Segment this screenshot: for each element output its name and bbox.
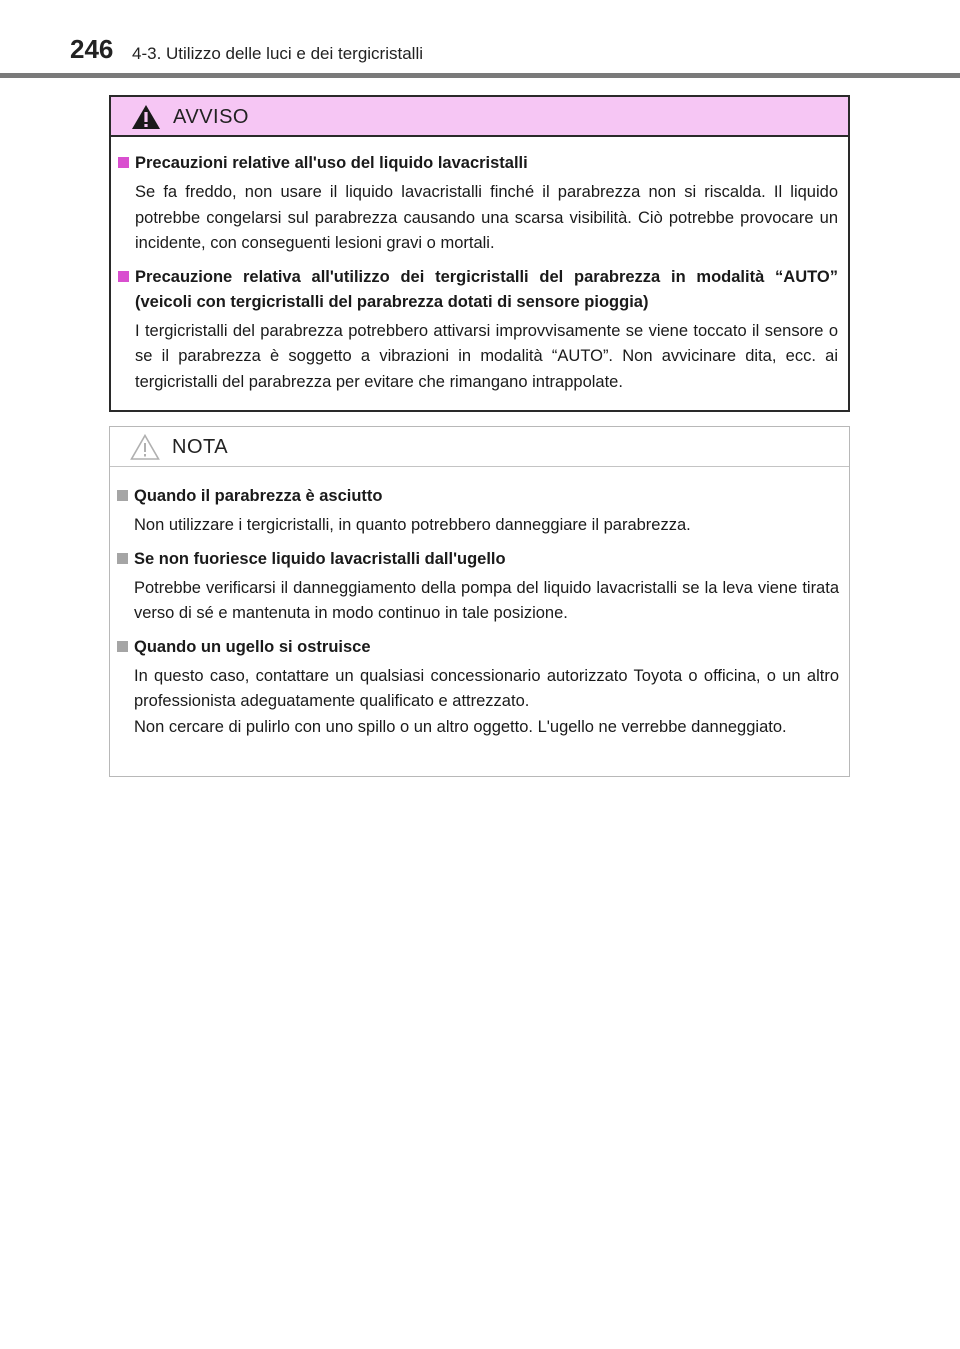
warning-label: AVVISO: [173, 106, 249, 128]
warning-item-title: [111, 151, 838, 176]
warning-box: [109, 95, 850, 412]
square-bullet-icon: [117, 490, 128, 501]
header-divider: [0, 73, 960, 78]
notice-item-title-text: Quando il parabrezza è asciutto: [134, 487, 383, 505]
warning-item-title-text: Precauzioni relative all'uso del liquido lavacristalli: [135, 154, 528, 172]
notice-box: [109, 426, 850, 777]
section-title: 4-3. Utilizzo delle luci e dei tergicristalli: [132, 44, 424, 63]
caution-triangle-outline-icon: [130, 433, 160, 461]
notice-item-title: [110, 547, 839, 572]
warning-box-body: [111, 137, 848, 395]
warning-item-title: [111, 265, 838, 315]
warning-item-text: I tergicristalli del parabrezza potrebbero attivarsi improvvisamente se viene toccato il sensore o se il parabrezza è soggetto a vibrazioni in modalità “AUTO”. Non avvicinare dita, ecc. ai tergicristalli del parabrezza per evitare che rimangano intrappolate.: [135, 321, 838, 391]
square-bullet-icon: [117, 641, 128, 652]
notice-item-text: [110, 664, 839, 741]
warning-item-title-text: Precauzione relativa all'utilizzo dei tergicristalli del parabrezza in modalità “AUTO” (veicoli con tergicristalli del parabrezza dotati di sensore pioggia): [135, 267, 838, 311]
notice-box-body: [110, 467, 849, 740]
page-number: 246: [70, 34, 114, 64]
warning-box-header: [111, 97, 848, 137]
square-bullet-icon: [118, 271, 129, 282]
page-header: [0, 0, 960, 80]
notice-item-title-text: Se non fuoriesce liquido lavacristalli dall'ugello: [134, 549, 506, 568]
notice-item-title: [110, 635, 839, 660]
notice-label: NOTA: [172, 436, 229, 458]
square-bullet-icon: [117, 553, 128, 564]
warning-triangle-icon: [131, 103, 161, 131]
notice-item-text: Non utilizzare i tergicristalli, in quanto potrebbero danneggiare il parabrezza.: [134, 516, 691, 534]
notice-item-text-line: Non cercare di pulirlo con uno spillo o un altro oggetto. L'ugello ne verrebbe danneggiato.: [134, 717, 787, 736]
notice-item-title: [110, 484, 839, 509]
notice-item-text: Potrebbe verificarsi il danneggiamento della pompa del liquido lavacristalli se la leva viene tirata verso di sé e mantenuta in modo continuo in tale posizione.: [134, 578, 839, 622]
notice-item-title-text: Quando un ugello si ostruisce: [134, 637, 371, 656]
warning-item-text: Se fa freddo, non usare il liquido lavacristalli finché il parabrezza non si riscalda. Il liquido potrebbe congelarsi sul parabrezza causando una scarsa visibilità. Ciò potrebbe provocare un incidente, con conseguenti lesioni gravi o mortali.: [135, 183, 838, 252]
square-bullet-icon: [118, 157, 129, 168]
notice-box-header: [110, 427, 849, 467]
notice-item-text-line: In questo caso, contattare un qualsiasi concessionario autorizzato Toyota o officina, o un altro professionista adeguatamente qualificato e attrezzato.: [134, 666, 839, 710]
